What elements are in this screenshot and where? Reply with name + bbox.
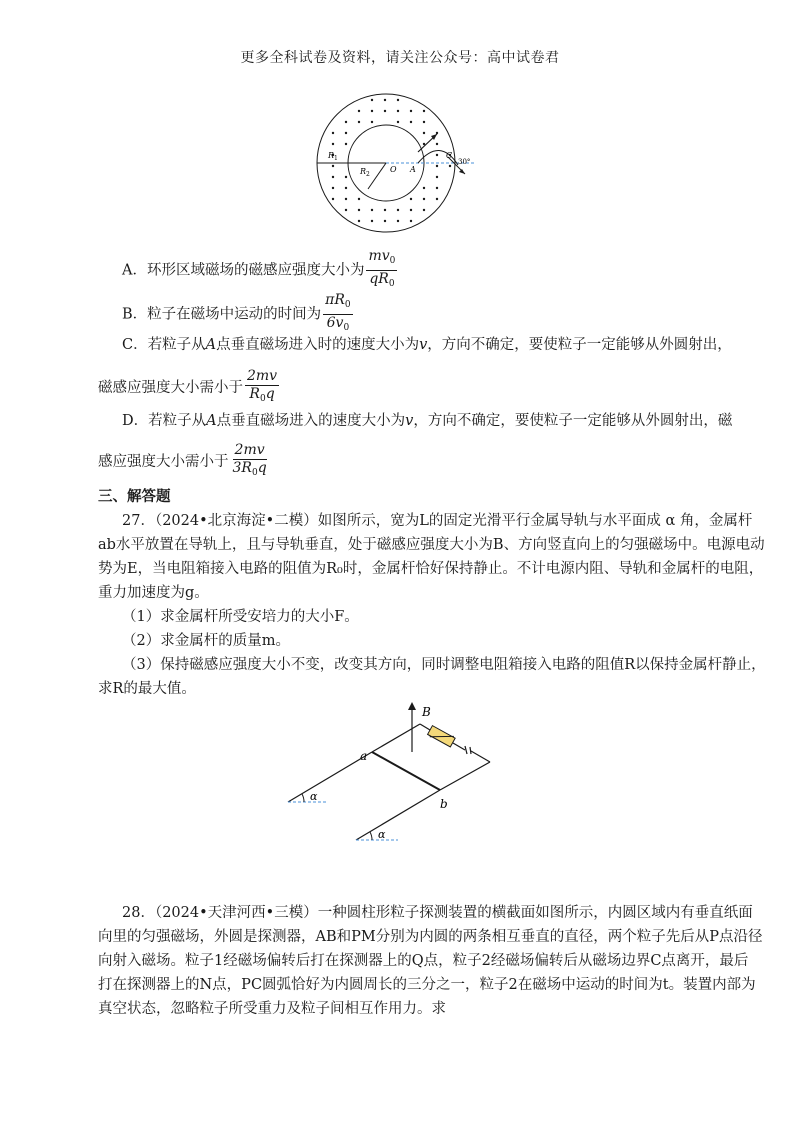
field-dot (423, 209, 425, 211)
field-dot (436, 165, 438, 167)
alpha-label-2: α (378, 828, 386, 841)
ring-field-figure (300, 92, 490, 242)
field-dot (332, 165, 334, 167)
field-dot (423, 121, 425, 123)
field-dot (397, 99, 399, 101)
o-label: O (390, 165, 397, 174)
q28-line4: 打在探测器上的N点，PC圆弧恰好为内圆周长的三分之一，粒子2在磁场中运动的时间为t。装置内部为 (98, 977, 756, 993)
option-b: B．粒子在磁场中运动的时间为 $\frac{\pi R_0}{6v_0}$ (122, 292, 351, 333)
q27-line1: 27．（2024•北京海淀•二模）如图所示，宽为L的固定光滑平行金属导轨与水平面成 α 角，金属杆 (122, 513, 753, 529)
option-c-line2: 磁感应强度大小需小于 $\frac{2mv}{R_0q}$ (98, 368, 278, 404)
field-dot (358, 110, 360, 112)
field-dot (371, 110, 373, 112)
field-dot (358, 220, 360, 222)
field-dot (397, 121, 399, 123)
field-dot (371, 220, 373, 222)
field-dot (358, 198, 360, 200)
field-dot (345, 198, 347, 200)
field-dot (345, 187, 347, 189)
field-dot (410, 121, 412, 123)
field-dot (384, 220, 386, 222)
field-dot (423, 110, 425, 112)
field-dot (345, 121, 347, 123)
field-dot (436, 143, 438, 145)
field-dot (384, 209, 386, 211)
rails-figure (280, 700, 510, 850)
field-dot (332, 176, 334, 178)
field-dot (371, 99, 373, 101)
field-dot (436, 176, 438, 178)
field-dot (423, 132, 425, 134)
field-dot (436, 154, 438, 156)
q27-sub3b: 求R的最大值。 (98, 681, 196, 697)
field-dot (332, 198, 334, 200)
field-dot (332, 143, 334, 145)
field-dot (436, 187, 438, 189)
q28-line3: 向射入磁场。粒子1经磁场偏转后打在探测器上的Q点，粒子2经磁场偏转后从磁场边界C点离开，最后 (98, 953, 749, 969)
field-dot (371, 121, 373, 123)
field-dot (384, 110, 386, 112)
field-dot (345, 132, 347, 134)
field-dot (423, 198, 425, 200)
option-c-line1: C．若粒子从A点垂直磁场进入时的速度大小为v，方向不确定，要使粒子一定能够从外圆射出， (122, 337, 732, 353)
q28-line1: 28．（2024•天津河西•三模）一种圆柱形粒子探测装置的横截面如图所示，内圆区域内有垂直纸面 (122, 905, 753, 921)
c-label: C (446, 151, 453, 160)
field-dot (449, 165, 451, 167)
field-dot (397, 209, 399, 211)
field-dot (397, 220, 399, 222)
field-dot (397, 110, 399, 112)
field-dot (436, 198, 438, 200)
alpha-label-1: α (310, 790, 318, 803)
field-dot (358, 209, 360, 211)
option-d-line2: 感应强度大小需小于 $\frac{2mv}{3R_0q}$ (98, 442, 267, 478)
b-field-label: B (422, 705, 431, 719)
q28-line5: 真空状态，忽略粒子所受重力及粒子间相互作用力。求 (98, 1001, 446, 1017)
field-dot (345, 209, 347, 211)
q27-sub3: （3）保持磁感应强度大小不变，改变其方向，同时调整电阻箱接入电路的阻值R以保持金属杆静止， (122, 657, 766, 673)
q27-sub1: （1）求金属杆所受安培力的大小F。 (122, 609, 359, 625)
field-dot (410, 198, 412, 200)
field-dot (410, 110, 412, 112)
field-dot (436, 132, 438, 134)
option-d-line1: D．若粒子从A点垂直磁场进入的速度大小为v，方向不确定，要使粒子一定能够从外圆射出，磁 (122, 413, 733, 429)
angle-label: 30° (458, 158, 471, 166)
r1-label: R (328, 151, 335, 160)
q27-sub2: （2）求金属杆的质量m。 (122, 633, 290, 649)
svg-text:1: 1 (334, 155, 338, 162)
a-label: A (410, 165, 416, 174)
field-dot (410, 209, 412, 211)
section-title: 三、解答题 (98, 488, 171, 505)
field-dot (345, 176, 347, 178)
field-dot (423, 187, 425, 189)
field-dot (410, 220, 412, 222)
option-a: A．环形区域磁场的磁感应强度大小为 $\frac{mv_0}{qR_0}$ (122, 248, 396, 289)
field-dot (358, 121, 360, 123)
field-dot (371, 209, 373, 211)
q27-line2: ab水平放置在导轨上，且与导轨垂直，处于磁感应强度大小为B、方向竖直向上的匀强磁场中。电源电动 (98, 537, 765, 553)
field-dot (332, 187, 334, 189)
field-dot (345, 143, 347, 145)
a-point-label: a (360, 749, 368, 763)
page-header: 更多全科试卷及资料，请关注公众号：高中试卷君 (240, 50, 560, 66)
q28-line2: 向里的匀强磁场，外圆是探测器，AB和PM分别为内圆的两条相互垂直的直径，两个粒子先后从P点沿径 (98, 929, 763, 945)
q27-line3: 势为E，当电阻箱接入电路的阻值为R₀时，金属杆恰好保持静止。不计电源内阻、导轨和金属杆的电阻， (98, 561, 764, 577)
field-dot (332, 132, 334, 134)
b-point-label: b (440, 797, 448, 811)
r2-label: R (360, 167, 367, 176)
field-dot (384, 99, 386, 101)
svg-text:2: 2 (366, 171, 370, 178)
q27-line4: 重力加速度为g。 (98, 585, 209, 601)
